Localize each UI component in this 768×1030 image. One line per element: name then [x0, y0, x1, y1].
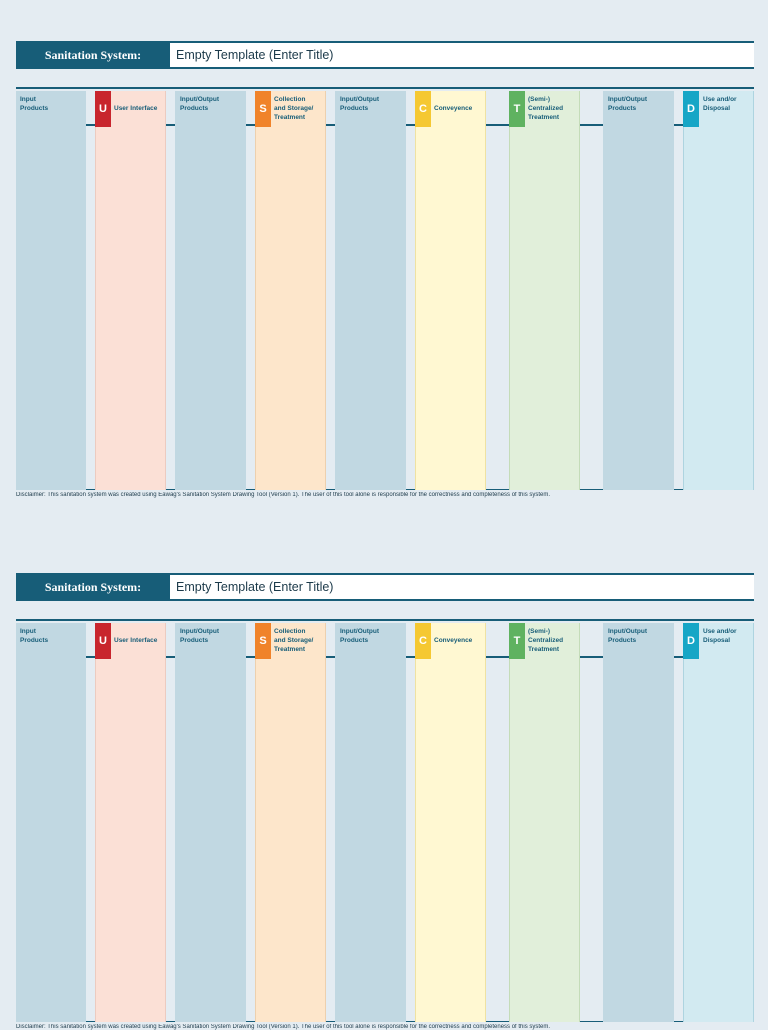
column-input-output-products-1 — [175, 91, 246, 490]
badge-t: T — [509, 91, 525, 127]
badge-d: D — [683, 91, 699, 127]
header-user-interface: User Interface — [114, 637, 158, 644]
header-conveyence: Conveyence — [434, 105, 473, 112]
header-collection-storage: Collection and Storage/ Treatment — [274, 628, 314, 653]
column-collection-storage — [255, 623, 326, 1022]
title-field[interactable]: Empty Template (Enter Title) — [176, 48, 334, 62]
badge-s: S — [255, 91, 271, 127]
header-top-rule — [16, 87, 754, 89]
header-input-output-2: Input/Output Products — [340, 96, 379, 112]
header-input-output-3: Input/Output Products — [608, 628, 647, 644]
column-collection-storage — [255, 91, 326, 490]
header-input-output-2: Input/Output Products — [340, 628, 379, 644]
title-field[interactable]: Empty Template (Enter Title) — [176, 580, 334, 594]
title-bar — [16, 573, 754, 601]
header-input-products: Input Products — [20, 96, 49, 112]
header-input-output-1: Input/Output Products — [180, 628, 219, 644]
disclaimer: Disclaimer: This sanitation system was created using Eawag's Sanitation System Drawing Tool (Version 1). The user of this tool alone is responsible for the correctness and completeness of this system. — [16, 492, 551, 498]
badge-c: C — [415, 91, 431, 127]
column-input-products — [16, 91, 86, 490]
header-conveyence: Conveyence — [434, 637, 473, 644]
column-user-interface — [95, 623, 166, 1022]
column-input-output-products-2 — [335, 623, 406, 1022]
column-input-products — [16, 623, 86, 1022]
title-label: Sanitation System: — [16, 573, 170, 601]
badge-c: C — [415, 623, 431, 659]
column-centralized-treatment — [509, 91, 580, 490]
header-user-interface: User Interface — [114, 105, 158, 112]
column-conveyence — [415, 91, 486, 490]
disclaimer: Disclaimer: This sanitation system was created using Eawag's Sanitation System Drawing Tool (Version 1). The user of this tool alone is responsible for the correctness and completeness of this system. — [16, 1024, 551, 1030]
header-collection-storage: Collection and Storage/ Treatment — [274, 96, 314, 121]
header-top-rule — [16, 619, 754, 621]
badge-u: U — [95, 623, 111, 659]
column-use-disposal — [683, 91, 754, 490]
title-label: Sanitation System: — [16, 41, 170, 69]
column-input-output-products-3 — [603, 91, 674, 490]
column-conveyence — [415, 623, 486, 1022]
column-centralized-treatment — [509, 623, 580, 1022]
header-input-output-3: Input/Output Products — [608, 96, 647, 112]
column-input-output-products-3 — [603, 623, 674, 1022]
column-input-output-products-1 — [175, 623, 246, 1022]
header-input-products: Input Products — [20, 628, 49, 644]
header-use-disposal: Use and/or Disposal — [703, 628, 737, 644]
header-input-output-1: Input/Output Products — [180, 96, 219, 112]
column-use-disposal — [683, 623, 754, 1022]
header-use-disposal: Use and/or Disposal — [703, 96, 737, 112]
column-user-interface — [95, 91, 166, 490]
header-centralized-treatment: (Semi-) Centralized Treatment — [528, 628, 564, 653]
badge-t: T — [509, 623, 525, 659]
column-input-output-products-2 — [335, 91, 406, 490]
badge-u: U — [95, 91, 111, 127]
badge-d: D — [683, 623, 699, 659]
title-bar — [16, 41, 754, 69]
header-centralized-treatment: (Semi-) Centralized Treatment — [528, 96, 564, 121]
badge-s: S — [255, 623, 271, 659]
